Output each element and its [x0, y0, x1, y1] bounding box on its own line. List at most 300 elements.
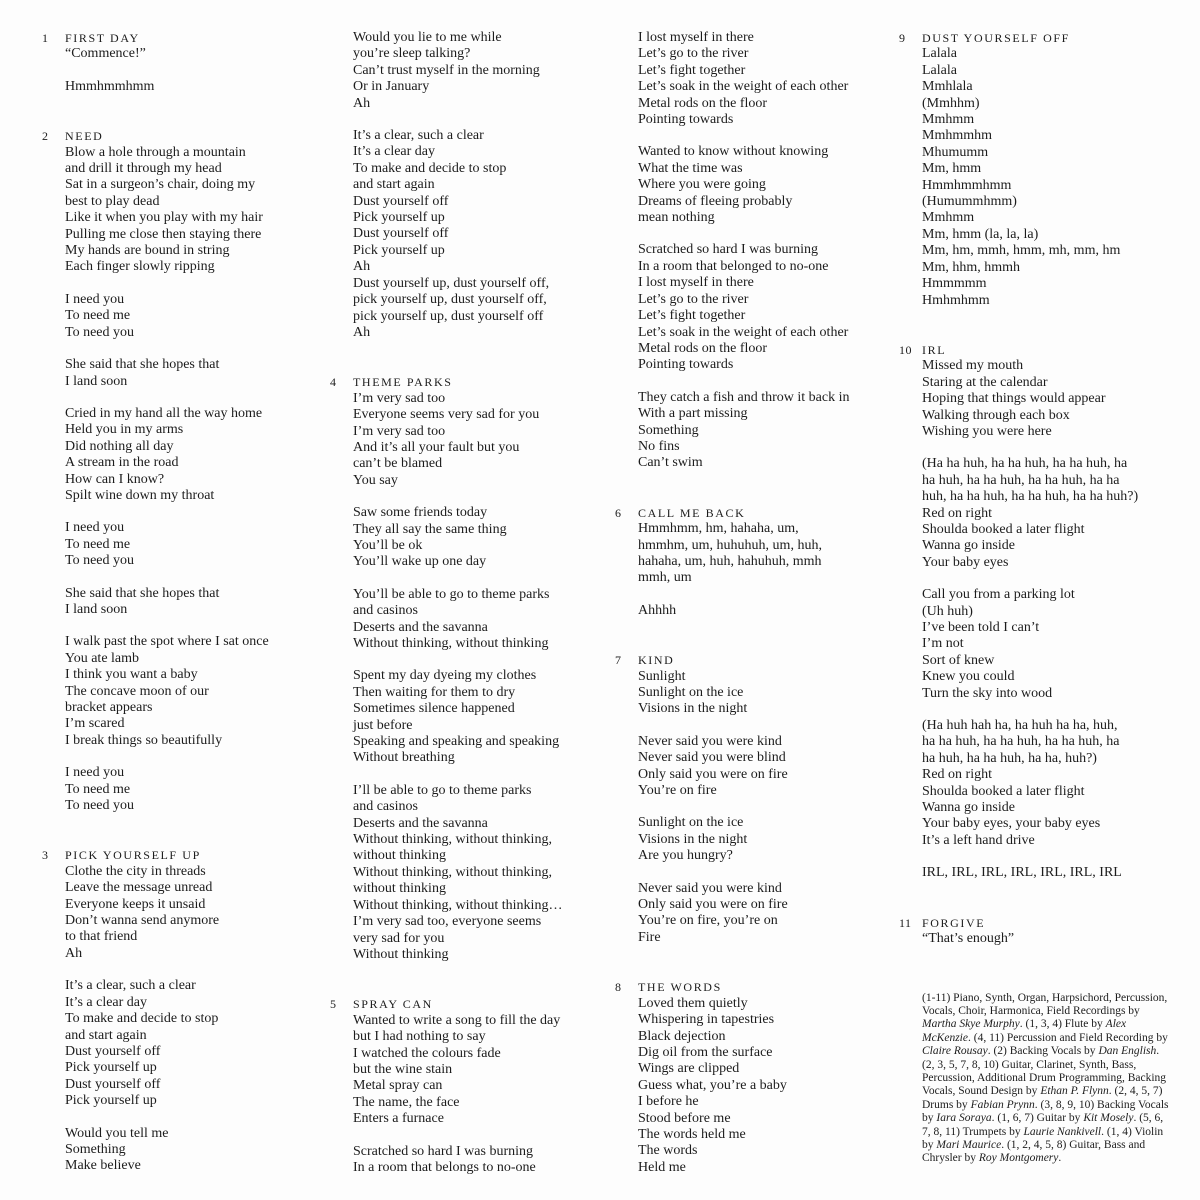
lyric-line: It’s a clear day: [353, 144, 436, 160]
lyric-line: Enters a furnace: [353, 1111, 444, 1127]
credit-person-name: Martha Skye Murphy: [922, 1018, 1020, 1031]
lyric-line: Staring at the calendar: [922, 374, 1048, 390]
stanza: [922, 358, 1189, 440]
lyric-line: Never said you were kind: [638, 880, 782, 896]
track-number: 10: [899, 342, 912, 357]
lyric-line: You say: [353, 472, 398, 488]
lyric-line: Ah: [353, 95, 371, 111]
song-block: [330, 996, 620, 1176]
lyric-line: Pulling me close then staying there: [65, 226, 262, 242]
lyric-line: What the time was: [638, 160, 743, 176]
track-number: 7: [615, 653, 622, 668]
lyric-line: Pointing towards: [638, 357, 734, 373]
lyric-line: and start again: [65, 1027, 147, 1043]
lyric-line: I land soon: [65, 601, 128, 617]
stanza: [638, 881, 905, 947]
lyric-line: I’m very sad too, everyone seems: [353, 914, 542, 930]
lyric-line: They catch a fish and throw it back in: [638, 389, 850, 405]
lyric-line: I watched the colours fade: [353, 1045, 501, 1061]
stanza: [353, 783, 620, 963]
stanza: [638, 521, 905, 587]
lyric-line: The name, the face: [353, 1094, 460, 1110]
lyric-line: Held me: [638, 1159, 686, 1175]
lyric-line: Held you in my arms: [65, 422, 184, 438]
lyrics-column-3: [615, 30, 905, 1176]
lyric-line: I’m scared: [65, 716, 125, 732]
credit-person-name: Roy Montgomery: [978, 1152, 1059, 1165]
lyric-line: I need you: [65, 520, 125, 536]
credit-text: . (1, 6, 7) Guitar by: [991, 1112, 1084, 1125]
lyric-line: Saw some friends today: [353, 505, 488, 521]
lyric-line: bracket appears: [65, 700, 153, 715]
stanza: [65, 406, 332, 504]
lyric-line: Call you from a parking lot: [922, 587, 1075, 603]
lyric-line: pick yourself up, dust yourself off,: [353, 292, 547, 308]
lyric-line: Black dejection: [638, 1028, 726, 1044]
lyric-line: Wanna go inside: [922, 538, 1015, 554]
lyric-line: Sat in a surgeon’s chair, doing my: [65, 177, 256, 193]
track-title: THEME PARKS: [353, 375, 453, 390]
lyric-line: Are you hungry?: [638, 848, 733, 864]
stanza: [353, 668, 620, 766]
lyric-line: Without thinking, without thinking,: [353, 832, 552, 848]
lyric-line: Scratched so hard I was burning: [353, 1143, 534, 1159]
lyric-line: It’s a left hand drive: [922, 832, 1035, 848]
lyric-line: (Mmhhm): [922, 95, 980, 111]
track-title: DUST YOURSELF OFF: [922, 31, 1070, 45]
stanza: [638, 734, 905, 800]
lyric-line: I need you: [65, 765, 125, 781]
lyric-line: Mhumumm: [922, 144, 989, 160]
credit-person-name: Claire Rousay: [922, 1045, 988, 1058]
lyric-line: The words held me: [638, 1126, 746, 1142]
credit-person-name: Dan English: [1098, 1045, 1157, 1058]
lyric-line: Red on right: [922, 505, 992, 521]
lyric-line: Turn the sky into wood: [922, 685, 1053, 701]
lyric-line: Cried in my hand all the way home: [65, 405, 263, 421]
lyric-line: Spent my day dyeing my clothes: [353, 668, 537, 684]
credit-text: . (2) Backing Vocals by: [987, 1045, 1099, 1058]
track-number: 9: [899, 31, 906, 45]
track-number: 4: [330, 375, 337, 390]
lyric-line: I’m not: [922, 636, 964, 652]
credit-text: . (3, 8, 9, 10) Backing Vocals by: [922, 1098, 1169, 1125]
lyric-line: Missed my mouth: [922, 358, 1024, 374]
lyric-line: you’re sleep talking?: [353, 46, 471, 62]
lyric-line: ha huh, ha ha huh, ha ha, huh?): [922, 750, 1097, 766]
stanza: [638, 996, 905, 1176]
lyric-line: mmh, um: [638, 570, 692, 586]
lyric-line: Let’s go to the river: [638, 291, 749, 307]
track-title: FIRST DAY: [65, 31, 140, 45]
stanza: [353, 505, 620, 571]
lyric-line: You’re on fire: [638, 783, 717, 799]
lyric-line: Mm, hmm: [922, 161, 982, 177]
lyric-line: Pick yourself up: [65, 1060, 157, 1076]
track-number: 11: [899, 915, 912, 930]
lyric-line: IRL, IRL, IRL, IRL, IRL, IRL, IRL: [922, 865, 1122, 881]
song-block: [42, 128, 332, 814]
lyric-line: and casinos: [353, 603, 418, 619]
lyric-line: Pick yourself up: [353, 210, 445, 226]
lyric-line: Pointing towards: [638, 112, 734, 128]
lyric-line: Let’s fight together: [638, 308, 746, 324]
lyric-line: I’ll be able to go to theme parks: [353, 782, 532, 798]
track-title: IRL: [922, 342, 947, 357]
lyric-line: Without thinking, without thinking: [353, 636, 549, 651]
stanza: [353, 587, 620, 653]
lyric-line: A stream in the road: [65, 455, 179, 471]
stanza: [638, 815, 905, 864]
lyric-line: Sometimes silence happened: [353, 701, 515, 717]
track-number: 1: [42, 31, 49, 45]
lyric-line: To make and decide to stop: [353, 160, 507, 176]
song-header: [42, 847, 332, 863]
lyric-line: Wanted to write a song to fill the day: [353, 1012, 561, 1028]
lyric-line: No fins: [638, 438, 680, 454]
song-header: [615, 505, 905, 521]
lyric-line: Like it when you play with my hair: [65, 210, 263, 226]
track-number: 5: [330, 997, 337, 1012]
track-title: THE WORDS: [638, 980, 722, 995]
lyric-line: Without breathing: [353, 750, 455, 766]
lyric-line: Mm, hm, mmh, hmm, mh, mm, hm: [922, 243, 1121, 259]
track-title: FORGIVE: [922, 915, 986, 930]
lyric-line: The words: [638, 1143, 698, 1159]
credit-text: . (5, 6, 7, 8, 11) Trumpets by: [922, 1112, 1164, 1138]
lyric-line: You’ll wake up one day: [353, 554, 487, 570]
lyric-line: Without thinking, without thinking,: [353, 864, 552, 880]
credit-text: . (2, 4, 5, 7) Drums by: [922, 1085, 1163, 1111]
lyric-line: Sunlight: [638, 668, 686, 684]
lyric-line: can’t be blamed: [353, 456, 443, 472]
stanza: [65, 520, 332, 569]
track-title: CALL ME BACK: [638, 505, 746, 520]
lyric-line: Mmhlala: [922, 79, 973, 95]
lyric-line: To make and decide to stop: [65, 1011, 219, 1027]
lyric-line: Make believe: [65, 1158, 141, 1174]
lyric-line: Everyone keeps it unsaid: [65, 896, 206, 912]
lyric-line: I think you want a baby: [65, 667, 198, 683]
stanza: [353, 30, 620, 112]
lyric-line: Metal rods on the floor: [638, 95, 768, 111]
lyric-line: Mmhmm: [922, 112, 975, 128]
lyric-line: I need you: [65, 291, 125, 307]
lyric-line: I break things so beautifully: [65, 732, 223, 748]
lyric-line: In a room that belongs to no-one: [353, 1159, 536, 1175]
lyric-line: Or in January: [353, 79, 430, 95]
lyric-line: Lalala: [922, 46, 957, 62]
lyrics-column-2: [330, 30, 620, 1176]
lyric-line: hahaha, um, huh, hahuhuh, mmh: [638, 553, 822, 569]
stanza: [65, 978, 332, 1109]
lyric-line: Dust yourself up, dust yourself off,: [353, 275, 550, 291]
lyric-line: hmmhm, um, huhuhuh, um, huh,: [638, 537, 822, 553]
lyric-line: pick yourself up, dust yourself off: [353, 308, 544, 324]
stanza: [65, 634, 332, 749]
lyric-line: Pick yourself up: [353, 242, 445, 258]
song-header: [42, 30, 332, 46]
lyric-line: ha huh, ha ha huh, ha ha huh, ha ha: [922, 472, 1120, 488]
track-number: 8: [615, 980, 622, 995]
lyric-line: Each finger slowly ripping: [65, 259, 215, 275]
stanza: [65, 46, 332, 62]
lyric-line: Hmmhmmhmm: [922, 177, 1012, 193]
lyric-line: Deserts and the savanna: [353, 619, 488, 635]
lyric-line: Dust yourself off: [353, 226, 449, 242]
lyric-line: It’s a clear, such a clear: [353, 128, 484, 144]
lyric-line: In a room that belonged to no-one: [638, 258, 829, 274]
lyric-line: I lost myself in there: [638, 275, 754, 291]
credit-person-name: Mari Maurice: [936, 1138, 1002, 1151]
song-block: [42, 847, 332, 1174]
lyric-line: Can’t trust myself in the morning: [353, 62, 540, 78]
lyric-line: to that friend: [65, 929, 138, 945]
stanza: [353, 128, 620, 341]
lyric-line: They all say the same thing: [353, 521, 507, 537]
lyric-line: best to play dead: [65, 193, 160, 209]
lyric-line: Stood before me: [638, 1110, 731, 1126]
lyric-line: I walk past the spot where I sat once: [65, 634, 269, 650]
stanza: [65, 79, 332, 95]
lyric-line: My hands are bound in string: [65, 243, 230, 259]
lyric-line: Walking through each box: [922, 407, 1070, 423]
lyric-line: but I had nothing to say: [353, 1029, 486, 1045]
lyric-line: (Ha huh hah ha, ha huh ha ha, huh,: [922, 718, 1118, 734]
lyric-line: Let’s soak in the weight of each other: [638, 324, 849, 340]
stanza: [638, 30, 905, 128]
lyric-line: Let’s fight together: [638, 62, 746, 78]
track-number: 3: [42, 848, 49, 863]
song-block: [615, 505, 905, 619]
credit-text: . (1, 2, 4, 5, 8) Guitar, Bass and Chrysler by: [922, 1138, 1146, 1165]
stanza: [353, 1013, 620, 1128]
lyric-line: Deserts and the savanna: [353, 815, 488, 831]
song-continuation: [353, 30, 620, 341]
lyric-line: Did nothing all day: [65, 438, 174, 454]
stanza: [65, 292, 332, 341]
lyric-line: Only said you were on fire: [638, 766, 788, 782]
credit-person-name: Laurie Nankivell: [1023, 1125, 1102, 1138]
lyric-line: Ah: [65, 945, 83, 961]
credit-text: . (4, 11) Percussion and Field Recording by: [967, 1031, 1168, 1044]
credit-text: . (1, 3, 4) Flute by: [1019, 1018, 1106, 1031]
song-header: [899, 342, 1189, 358]
lyric-line: and drill it through my head: [65, 161, 222, 177]
lyric-line: Don’t wanna send anymore: [65, 913, 220, 929]
lyric-line: Dust yourself off: [65, 1076, 161, 1092]
lyric-line: Spilt wine down my throat: [65, 487, 215, 503]
stanza: [638, 669, 905, 718]
lyric-line: Without thinking: [353, 946, 449, 962]
lyric-line: You’ll be ok: [353, 537, 423, 553]
lyric-line: And it’s all your fault but you: [353, 439, 520, 455]
lyric-line: “That’s enough”: [922, 931, 1015, 947]
lyric-line: Dig oil from the surface: [638, 1044, 773, 1060]
lyric-line: To need me: [65, 781, 131, 797]
lyric-line: I before he: [638, 1094, 699, 1110]
lyric-line: (Humummhmm): [922, 194, 1017, 210]
track-title: PICK YOURSELF UP: [65, 848, 201, 863]
lyric-line: Clothe the city in threads: [65, 863, 206, 879]
credit-person-name: Ethan P. Flynn: [1040, 1085, 1109, 1098]
song-header: [330, 374, 620, 390]
lyric-line: just before: [353, 717, 413, 733]
credit-person-name: Fabian Prynn: [970, 1098, 1035, 1111]
lyric-line: It’s a clear, such a clear: [65, 978, 196, 994]
lyric-line: and casinos: [353, 799, 418, 815]
lyric-line: Sunlight on the ice: [638, 685, 744, 700]
track-title: KIND: [638, 653, 675, 668]
lyric-line: It’s a clear day: [65, 994, 148, 1010]
lyric-line: Dust yourself off: [353, 193, 449, 209]
lyric-line: I’m very sad too: [353, 390, 446, 406]
lyric-line: Something: [65, 1141, 126, 1157]
credit-text: . (1, 4) Violin by: [922, 1125, 1164, 1151]
lyric-line: Where you were going: [638, 177, 766, 193]
song-header: [615, 652, 905, 668]
lyric-line: Wishing you were here: [922, 423, 1052, 439]
lyric-line: huh, ha ha huh, ha ha huh, ha ha huh?): [922, 489, 1139, 505]
stanza: [922, 931, 1189, 947]
song-header: [42, 128, 332, 144]
song-block: [42, 30, 332, 95]
lyric-line: Sunlight on the ice: [638, 815, 744, 831]
lyric-line: Scratched so hard I was burning: [638, 242, 819, 258]
lyric-line: Ah: [353, 324, 371, 340]
lyric-line: and start again: [353, 177, 435, 193]
lyric-line: Wanna go inside: [922, 800, 1015, 816]
stanza: [65, 1126, 332, 1175]
lyric-line: You ate lamb: [65, 650, 140, 666]
lyric-line: I’ve been told I can’t: [922, 620, 1040, 635]
lyric-line: (Ha ha huh, ha ha huh, ha ha huh, ha: [922, 456, 1128, 472]
song-header: [899, 30, 1189, 46]
lyric-line: Never said you were kind: [638, 733, 782, 749]
lyric-line: Loved them quietly: [638, 995, 748, 1011]
song-block: [899, 30, 1189, 309]
lyric-line: Ah: [353, 259, 371, 275]
lyric-line: To need you: [65, 798, 135, 814]
lyric-line: Wanted to know without knowing: [638, 144, 829, 160]
credit-person-name: Iara Soraya: [936, 1112, 992, 1125]
track-number: 6: [615, 505, 622, 520]
lyric-line: Hmmhmm, hm, hahaha, um,: [638, 521, 799, 537]
lyric-line: She said that she hopes that: [65, 357, 220, 373]
lyric-line: Lalala: [922, 62, 957, 78]
stanza: [922, 718, 1189, 849]
stanza: [353, 1144, 620, 1177]
lyric-line: I’m very sad too: [353, 423, 446, 439]
track-title: SPRAY CAN: [353, 997, 433, 1012]
lyric-line: Wings are clipped: [638, 1061, 740, 1077]
lyric-line: To need you: [65, 553, 135, 569]
lyric-line: You’ll be able to go to theme parks: [353, 586, 550, 602]
song-header: [330, 996, 620, 1012]
lyric-line: You’re on fire, you’re on: [638, 913, 778, 929]
lyric-line: Hoping that things would appear: [922, 391, 1106, 407]
lyric-line: “Commence!”: [65, 46, 146, 62]
lyric-line: Let’s go to the river: [638, 46, 749, 62]
song-block: [615, 979, 905, 1176]
lyric-line: Speaking and speaking and speaking: [353, 734, 560, 750]
lyric-line: To need me: [65, 308, 131, 324]
lyric-line: Let’s soak in the weight of each other: [638, 79, 849, 95]
lyrics-column-1: [42, 30, 332, 1175]
lyric-line: Would you tell me: [65, 1125, 169, 1141]
stanza: [65, 145, 332, 276]
lyric-line: Shoulda booked a later flight: [922, 783, 1085, 799]
stanza: [638, 144, 905, 226]
stanza: [353, 391, 620, 489]
lyric-line: Can’t swim: [638, 455, 703, 471]
lyric-line: Your baby eyes: [922, 554, 1009, 570]
stanza: [638, 603, 905, 619]
lyric-line: Mm, hmm (la, la, la): [922, 226, 1039, 242]
lyric-line: Mmhmmhm: [922, 128, 993, 144]
lyric-line: Knew you could: [922, 669, 1015, 685]
lyric-line: Visions in the night: [638, 701, 748, 717]
lyric-line: Hmhmhmm: [922, 292, 990, 308]
stanza: [922, 865, 1189, 881]
lyric-line: Everyone seems very sad for you: [353, 407, 540, 423]
lyric-line: Visions in the night: [638, 831, 748, 847]
stanza: [65, 586, 332, 619]
credit-text: (1-11) Piano, Synth, Organ, Harpsichord, Percussion, Vocals, Choir, Harmonica, Field Recordings by: [922, 991, 1168, 1017]
lyric-line: Fire: [638, 929, 661, 945]
lyric-line: Red on right: [922, 767, 992, 783]
song-block: [615, 652, 905, 946]
lyric-line: Dreams of fleeing probably: [638, 193, 793, 209]
lyric-line: very sad for you: [353, 930, 445, 946]
stanza: [638, 242, 905, 373]
song-block: [899, 342, 1189, 882]
lyric-line: Would you lie to me while: [353, 30, 502, 45]
lyric-line: Your baby eyes, your baby eyes: [922, 816, 1101, 832]
stanza: [65, 864, 332, 962]
stanza: [65, 357, 332, 390]
lyric-line: Dust yourself off: [65, 1043, 161, 1059]
lyric-line: Blow a hole through a mountain: [65, 144, 246, 160]
lyric-line: Hmmhmmhmm: [65, 78, 155, 94]
lyric-line: Metal spray can: [353, 1078, 443, 1094]
credits-paragraph: [922, 992, 1174, 1166]
lyrics-column-4: [899, 30, 1189, 1166]
lyric-line: Sort of knew: [922, 652, 995, 668]
stanza: [922, 587, 1189, 702]
lyric-line: Mmhmm: [922, 210, 975, 226]
stanza: [922, 46, 1189, 309]
lyric-line: Ahhhh: [638, 602, 677, 618]
lyric-line: How can I know?: [65, 471, 165, 487]
stanza: [922, 456, 1189, 571]
track-title: NEED: [65, 129, 104, 144]
lyric-line: Shoulda booked a later flight: [922, 521, 1085, 537]
lyric-line: Whispering in tapestries: [638, 1012, 775, 1028]
song-block: [330, 374, 620, 963]
lyric-line: She said that she hopes that: [65, 585, 220, 601]
lyric-line: Hmmmmm: [922, 276, 987, 292]
lyric-line: Something: [638, 422, 699, 438]
lyric-line: The concave moon of our: [65, 683, 209, 699]
song-header: [899, 915, 1189, 931]
stanza: [638, 390, 905, 472]
credit-person-name: Kit Mosely: [1083, 1112, 1134, 1125]
lyric-line: Mm, hhm, hmmh: [922, 259, 1021, 275]
lyric-line: ha ha huh, ha ha huh, ha ha huh, ha: [922, 734, 1120, 750]
credit-text: . (2, 3, 5, 7, 8, 10) Guitar, Clarinet, Synth, Bass, Percussion, Additional Drum Programming, Backing Vocals, Sound Design by: [922, 1045, 1167, 1098]
lyric-line: Leave the message unread: [65, 880, 213, 896]
